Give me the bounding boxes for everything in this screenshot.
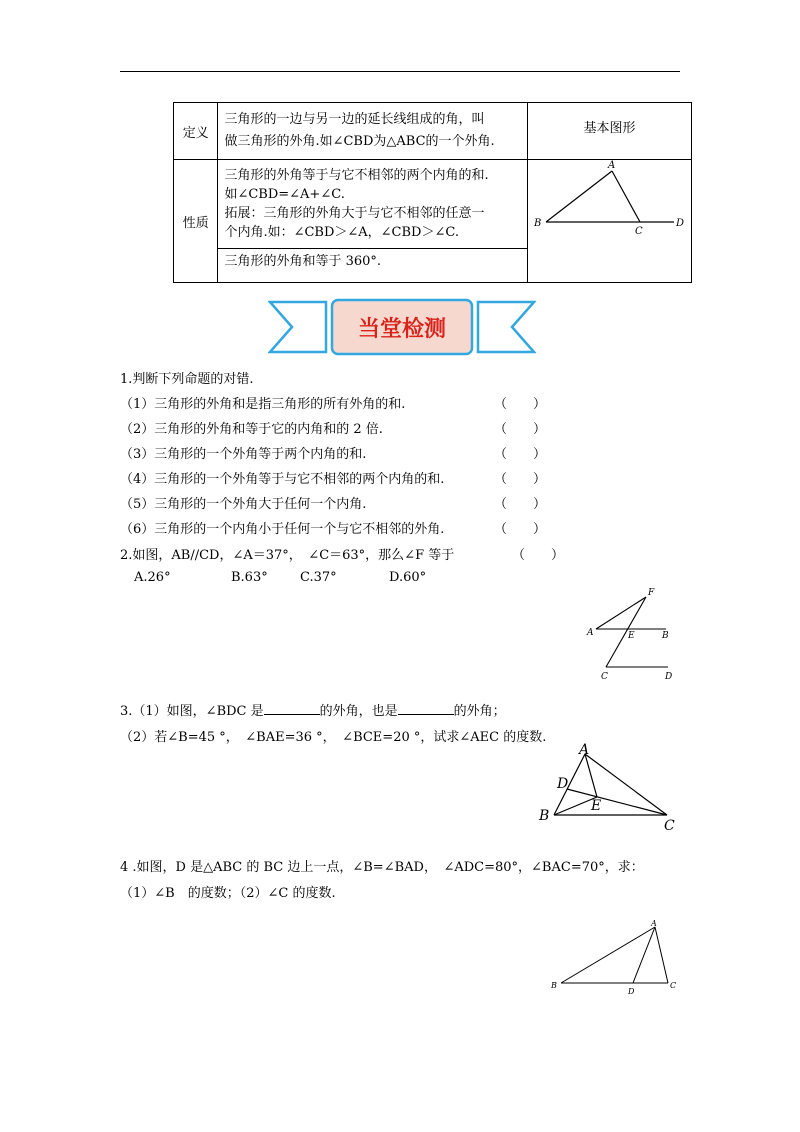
q1-item-3: （3）三角形的一个外角等于两个内角的和. <box>120 447 367 462</box>
prop-line-5: 三角形的外角和等于 360°. <box>218 249 528 283</box>
q3-label-c: C <box>664 818 675 834</box>
q2-option-b[interactable]: B.63° <box>231 570 268 585</box>
q1-answer-6[interactable]: （ ） <box>494 522 547 537</box>
q2-option-c[interactable]: C.37° <box>300 570 337 585</box>
q1-stem: 1.判断下列命题的对错. <box>120 372 254 387</box>
q3-label-b: B <box>539 808 550 824</box>
q3-line-1c: 的外角； <box>453 704 506 719</box>
q3-line-1b: 的外角，也是 <box>319 704 398 719</box>
q1-item-4: （4）三角形的一个外角等于与它不相邻的两个内角的和. <box>120 472 445 487</box>
q1-answer-4[interactable]: （ ） <box>494 472 547 487</box>
fig-label-c: C <box>634 226 643 237</box>
q2-figure <box>580 585 680 685</box>
def-line-2: 做三角形的外角.如∠CBD为△ABC的一个外角. <box>224 134 495 149</box>
q3-blank-1[interactable] <box>264 702 320 715</box>
basic-figure-cell <box>527 160 691 283</box>
prop-text <box>218 160 528 249</box>
fig-label-a: A <box>607 160 616 171</box>
q2-option-a[interactable]: A.26° <box>134 570 171 585</box>
def-line-1: 三角形的一边与另一边的延长线组成的角，叫 <box>224 112 485 127</box>
prop-line-3: 拓展：三角形的外角大于与它不相邻的任意一 <box>224 206 485 221</box>
q3-figure <box>535 740 685 835</box>
q2-answer[interactable]: （ ） <box>512 548 565 563</box>
q3-line-1 <box>120 700 506 719</box>
fig-header: 基本图形 <box>527 103 691 160</box>
q3-line-2: （2）若∠B=45 °， ∠BAE=36 °， ∠BCE=20 °，试求∠AEC 的度数. <box>120 730 547 745</box>
q4-figure <box>545 915 685 1000</box>
q3-label-a: A <box>579 742 590 758</box>
q4-label-a: A <box>651 919 657 928</box>
prop-line-4: 个内角.如：∠CBD＞∠A，∠CBD＞∠C. <box>224 225 459 240</box>
q1-item-2: （2）三角形的外角和等于它的内角和的 2 倍. <box>120 422 383 437</box>
q1-answer-3[interactable]: （ ） <box>494 447 547 462</box>
prop-line-2: 如∠CBD=∠A+∠C. <box>224 187 345 202</box>
q1-answer-1[interactable]: （ ） <box>494 397 547 412</box>
q1-answer-2[interactable]: （ ） <box>494 422 547 437</box>
q2-label-b: B <box>662 631 669 641</box>
top-rule <box>120 71 680 72</box>
q1-item-6: （6）三角形的一个内角小于任何一个与它不相邻的外角. <box>120 522 445 537</box>
q4-label-c: C <box>670 981 677 990</box>
q2-label-f: F <box>648 588 655 598</box>
q2-label-c: C <box>601 672 608 682</box>
exterior-angle-figure <box>528 160 691 272</box>
q4-line-2: （1）∠B 的度数；（2）∠C 的度数. <box>120 886 336 901</box>
fig-label-b: B <box>533 218 542 229</box>
prop-line-1: 三角形的外角等于与它不相邻的两个内角的和. <box>224 168 489 183</box>
definition-table <box>173 102 692 283</box>
banner-title: 当堂检测 <box>357 317 447 342</box>
fig-label-d: D <box>675 218 685 229</box>
q3-blank-2[interactable] <box>398 702 454 715</box>
q2-stem: 2.如图，AB//CD，∠A＝37°， ∠C＝63°，那么∠F 等于 <box>120 548 455 563</box>
prop-label: 性质 <box>174 160 218 283</box>
q4-label-d: D <box>628 987 635 996</box>
q3-label-e: E <box>591 798 602 814</box>
q3-label-d: D <box>557 776 569 792</box>
q2-label-a: A <box>587 628 594 638</box>
q1-answer-5[interactable]: （ ） <box>494 497 547 512</box>
q1-item-5: （5）三角形的一个外角大于任何一个内角. <box>120 497 367 512</box>
q3-line-1a: 3.（1）如图，∠BDC 是 <box>120 704 264 719</box>
q2-label-d: D <box>665 672 673 682</box>
banner-ribbon <box>268 296 536 358</box>
def-text <box>218 103 528 160</box>
q2-option-d[interactable]: D.60° <box>389 570 427 585</box>
q4-line-1: 4 .如图，D 是△ABC 的 BC 边上一点，∠B=∠BAD， ∠ADC=80°，∠BAC=70°，求： <box>120 860 644 875</box>
q1-item-1: （1）三角形的外角和是指三角形的所有外角的和. <box>120 397 406 412</box>
q2-label-e: E <box>628 631 635 641</box>
def-label: 定义 <box>174 103 218 160</box>
q4-label-b: B <box>551 981 557 990</box>
